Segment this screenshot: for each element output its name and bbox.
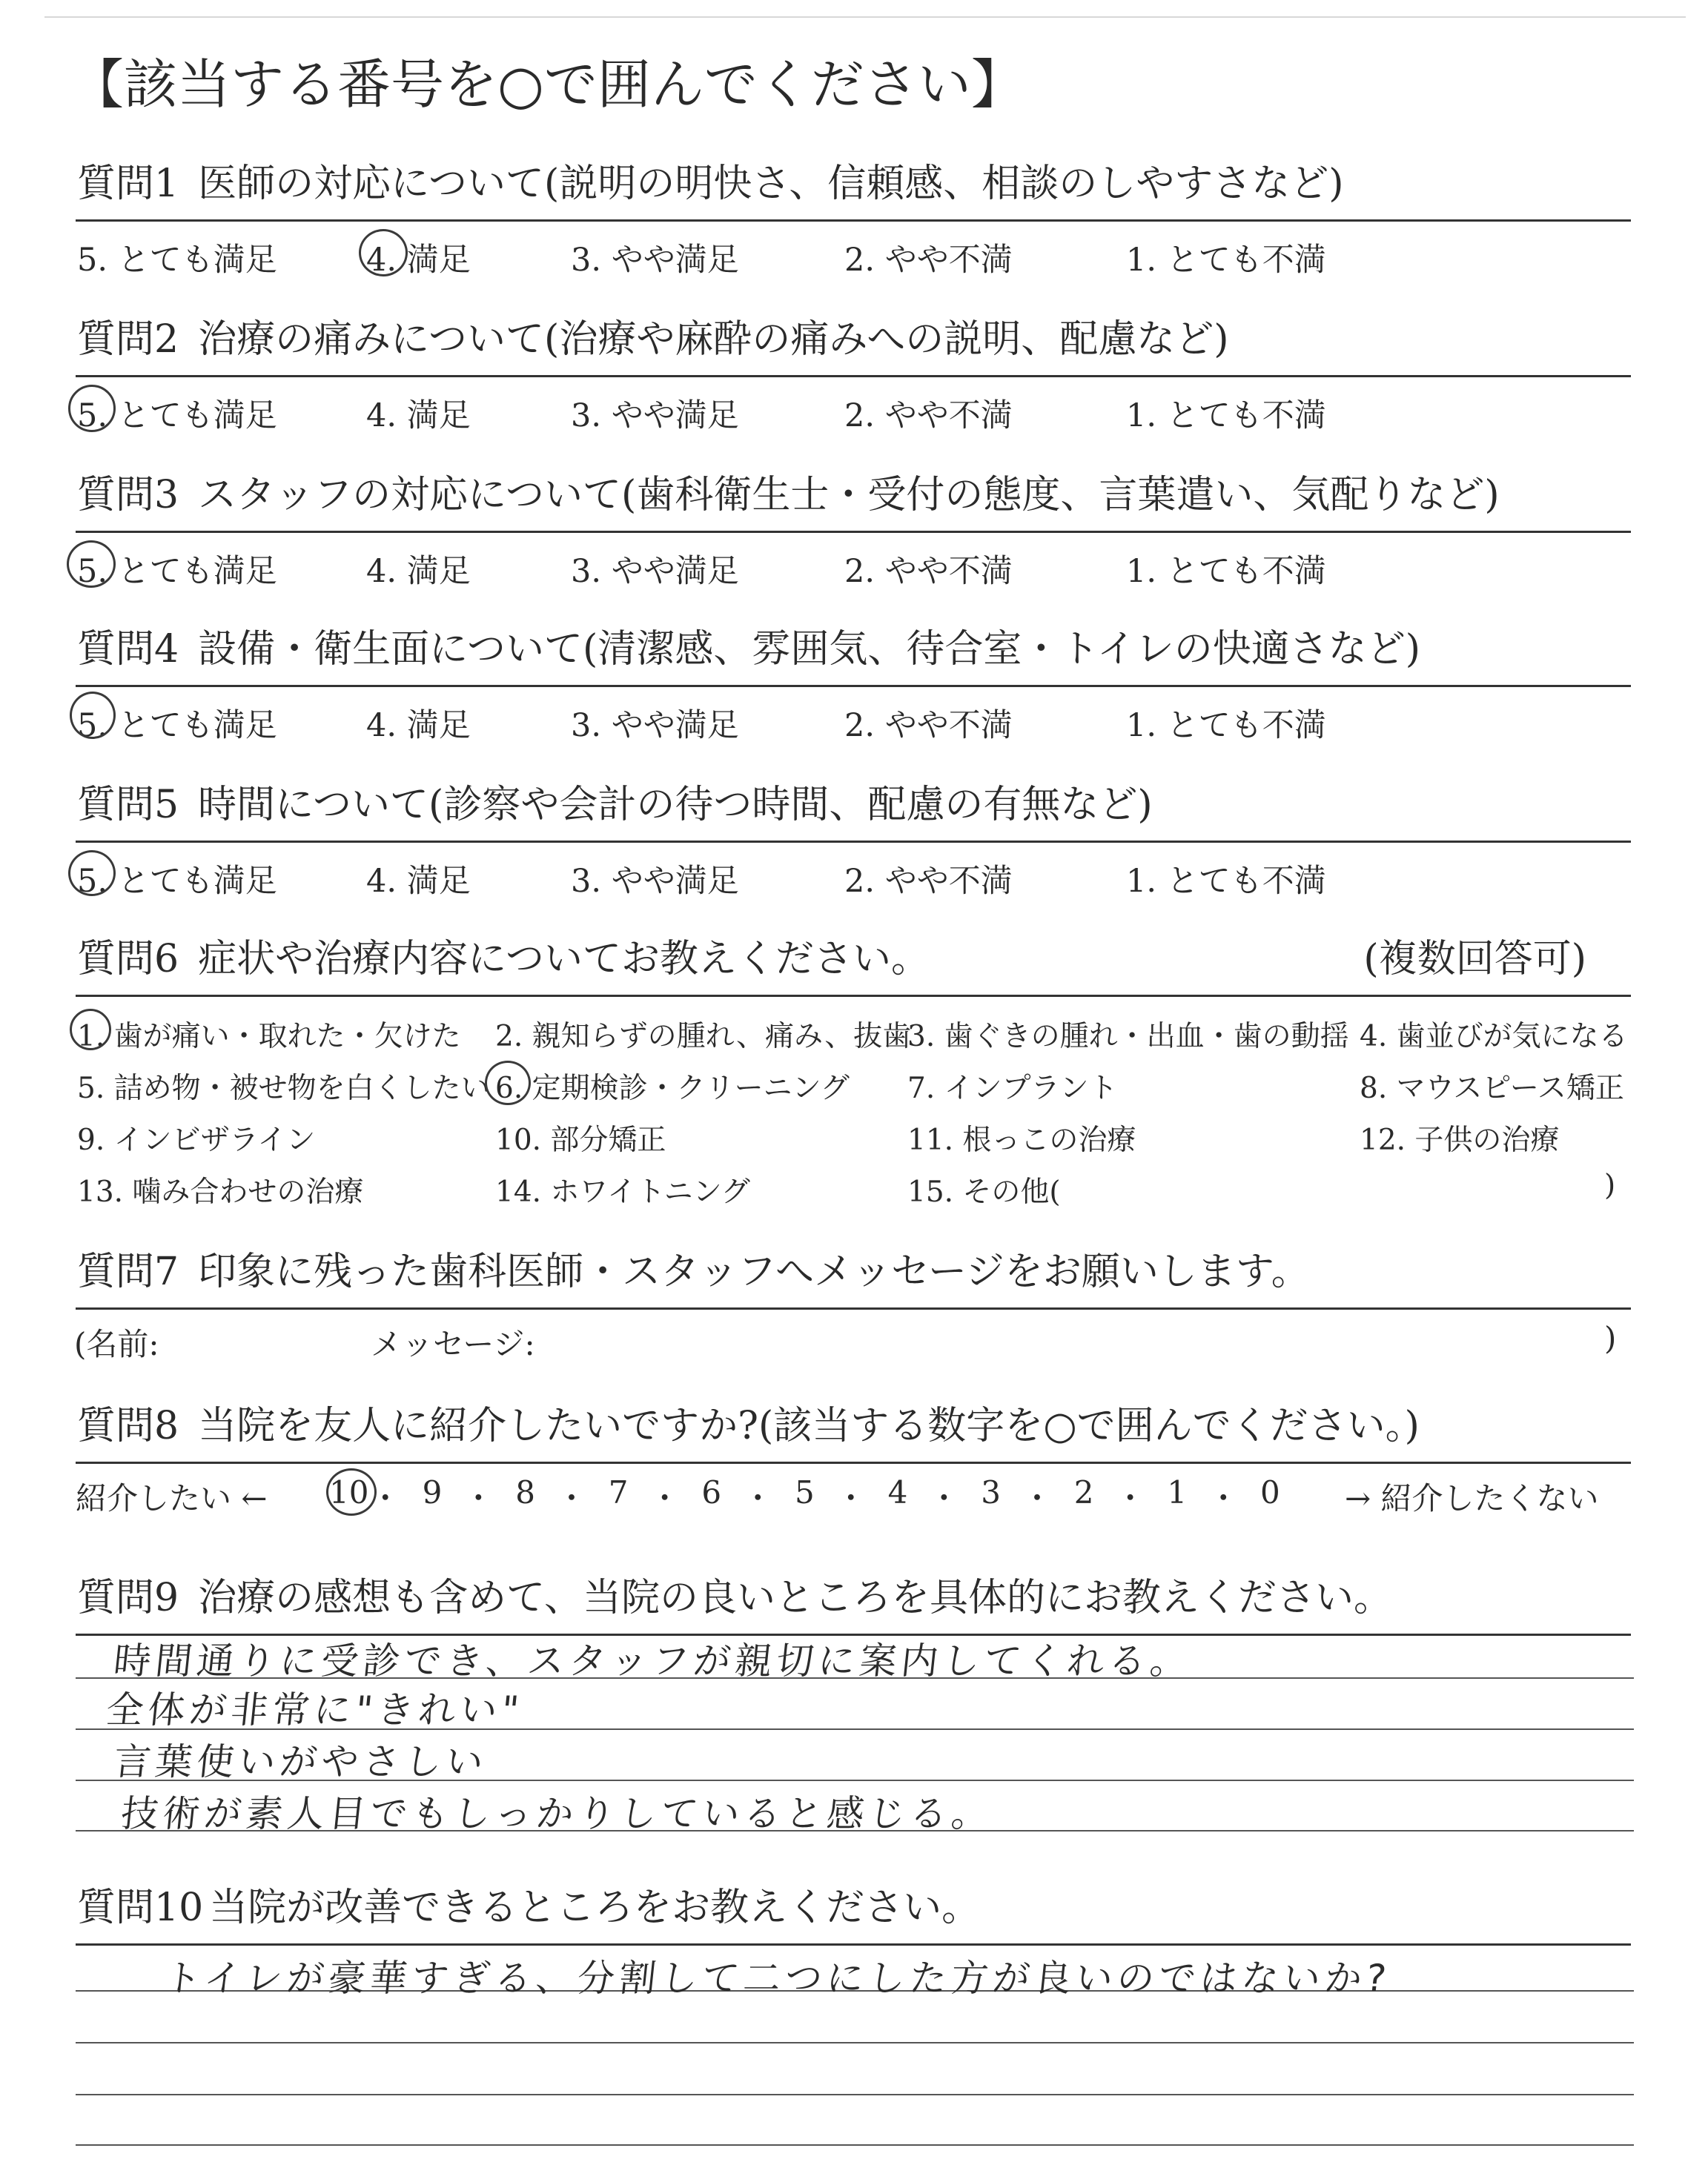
question-number: 質問10	[77, 1886, 204, 1930]
scale-separator: ・	[835, 1480, 867, 1516]
option-4[interactable]: 4. 満足	[366, 707, 471, 744]
symptom-option-8[interactable]: 8. マウスピース矯正	[1360, 1072, 1624, 1105]
scale-separator: ・	[369, 1480, 401, 1516]
option-5[interactable]: 5. とても満足	[77, 863, 277, 900]
question-text: 医師の対応について(説明の明快さ、信頼感、相談のしやすさなど)	[198, 162, 1344, 206]
question-number: 質問4	[77, 627, 179, 672]
option-2[interactable]: 2. やや不満	[844, 242, 1013, 279]
scale-value-7[interactable]: 7	[608, 1474, 629, 1511]
option-4[interactable]: 4. 満足	[366, 863, 471, 900]
scale-value-3[interactable]: 3	[981, 1474, 1001, 1511]
symptom-option-6[interactable]: 6. 定期検診・クリーニング	[495, 1072, 850, 1105]
question-number: 質問9	[77, 1576, 179, 1620]
top-border	[44, 16, 1686, 18]
option-3[interactable]: 3. やや満足	[571, 242, 739, 279]
option-4[interactable]: 4. 満足	[366, 242, 471, 279]
scale-right-label: → 紹介したくない	[1345, 1480, 1599, 1516]
scale-value-8[interactable]: 8	[515, 1474, 535, 1511]
question-5	[77, 783, 1631, 900]
option-2[interactable]: 2. やや不満	[844, 553, 1013, 590]
option-2[interactable]: 2. やや不満	[844, 397, 1013, 434]
scale-value-4[interactable]: 4	[887, 1474, 908, 1511]
option-5[interactable]: 5. とても満足	[77, 397, 277, 434]
handwritten-answer-4: 技術が素人目でもしっかりしていると感じる。	[119, 1792, 996, 1835]
scale-separator: ・	[1208, 1480, 1239, 1516]
question-text: 治療の痛みについて(治療や麻酔の痛みへの説明、配慮など)	[198, 317, 1229, 362]
handwritten-answer-1: 時間通りに受診でき、スタッフが親切に案内してくれる。	[111, 1640, 1194, 1683]
message-close-paren: )	[1604, 1320, 1617, 1356]
symptom-option-13[interactable]: 13. 噛み合わせの治療	[77, 1176, 364, 1209]
question-text: 時間について(診察や会計の待つ時間、配慮の有無など)	[198, 783, 1153, 827]
handwritten-answer-1: トイレが豪華すぎる、分割して二つにした方が良いのではないか?	[162, 1957, 1393, 2000]
name-label: (名前:	[74, 1326, 159, 1362]
question-text: 症状や治療内容についてお教えください。	[198, 937, 930, 981]
question-number: 質問6	[77, 937, 179, 981]
option-4[interactable]: 4. 満足	[366, 553, 471, 590]
question-6	[77, 937, 1631, 1236]
page-title: 【該当する番号を○で囲んでください】	[70, 53, 1025, 116]
question-1	[77, 162, 1631, 279]
scale-left-label: 紹介したい ←	[76, 1480, 268, 1516]
recommend-scale	[77, 1464, 1631, 1516]
scale-separator: ・	[742, 1480, 774, 1516]
scale-separator: ・	[1114, 1480, 1146, 1516]
option-1[interactable]: 1. とても不満	[1126, 707, 1326, 744]
scale-value-1[interactable]: 1	[1167, 1474, 1188, 1511]
symptom-option-5[interactable]: 5. 詰め物・被せ物を白くしたい	[77, 1072, 490, 1105]
question-4	[77, 627, 1631, 744]
symptom-option-2[interactable]: 2. 親知らずの腫れ、痛み、抜歯	[495, 1020, 912, 1053]
handwritten-answer-2: 全体が非常に"きれい"	[104, 1688, 526, 1731]
option-3[interactable]: 3. やや満足	[571, 863, 739, 900]
scale-value-9[interactable]: 9	[422, 1474, 443, 1511]
option-4[interactable]: 4. 満足	[366, 397, 471, 434]
option-1[interactable]: 1. とても不満	[1126, 863, 1326, 900]
question-2	[77, 317, 1631, 434]
scale-value-6[interactable]: 6	[701, 1474, 722, 1511]
option-1[interactable]: 1. とても不満	[1126, 397, 1326, 434]
question-number: 質問7	[77, 1250, 179, 1294]
symptom-option-7[interactable]: 7. インプラント	[907, 1072, 1118, 1105]
other-close-paren: )	[1604, 1169, 1616, 1202]
scale-separator: ・	[556, 1480, 588, 1516]
scale-separator: ・	[928, 1480, 960, 1516]
question-text: 設備・衛生面について(清潔感、雰囲気、待合室・トイレの快適さなど)	[198, 627, 1421, 672]
symptom-option-3[interactable]: 3. 歯ぐきの腫れ・出血・歯の動揺	[907, 1020, 1349, 1053]
option-3[interactable]: 3. やや満足	[571, 707, 739, 744]
question-10	[77, 1886, 1631, 2168]
handwritten-answer-3: 言葉使いがやさしい	[111, 1740, 490, 1783]
option-2[interactable]: 2. やや不満	[844, 707, 1013, 744]
question-number: 質問5	[77, 783, 179, 827]
option-5[interactable]: 5. とても満足	[77, 242, 277, 279]
question-text: 当院を友人に紹介したいですか?(該当する数字を○で囲んでください。)	[198, 1404, 1420, 1448]
question-7	[74, 1250, 1631, 1362]
option-5[interactable]: 5. とても満足	[77, 553, 277, 590]
question-number: 質問2	[77, 317, 179, 362]
answer-area[interactable]	[77, 1636, 1631, 1858]
symptom-option-14[interactable]: 14. ホワイトニング	[495, 1176, 750, 1209]
question-3	[77, 473, 1631, 590]
question-number: 質問1	[77, 162, 179, 206]
scale-value-2[interactable]: 2	[1073, 1474, 1094, 1511]
scale-value-5[interactable]: 5	[795, 1474, 815, 1511]
option-3[interactable]: 3. やや満足	[571, 397, 739, 434]
question-text: 印象に残った歯科医師・スタッフへメッセージをお願いします。	[198, 1250, 1310, 1294]
symptom-option-9[interactable]: 9. インビザライン	[77, 1124, 316, 1157]
scale-value-10[interactable]: 10	[329, 1474, 369, 1511]
scale-separator: ・	[649, 1480, 681, 1516]
option-1[interactable]: 1. とても不満	[1126, 553, 1326, 590]
question-text: 当院が改善できるところをお教えください。	[209, 1886, 981, 1930]
symptom-option-12[interactable]: 12. 子供の治療	[1360, 1124, 1560, 1157]
question-text: 治療の感想も含めて、当院の良いところを具体的にお教えください。	[198, 1576, 1393, 1620]
message-label: メッセージ:	[371, 1326, 535, 1362]
question-number: 質問3	[77, 473, 179, 517]
option-3[interactable]: 3. やや満足	[571, 553, 739, 590]
symptom-option-1[interactable]: 1. 歯が痛い・取れた・欠けた	[77, 1020, 461, 1053]
symptom-option-15[interactable]: 15. その他(	[907, 1176, 1061, 1209]
question-number: 質問8	[77, 1404, 179, 1448]
question-text: スタッフの対応について(歯科衛生士・受付の態度、言葉遣い、気配りなど)	[198, 473, 1500, 517]
question-8	[76, 1404, 1631, 1516]
symptom-option-4[interactable]: 4. 歯並びが気になる	[1360, 1020, 1628, 1053]
option-1[interactable]: 1. とても不満	[1126, 242, 1326, 279]
option-2[interactable]: 2. やや不満	[844, 863, 1013, 900]
scale-separator: ・	[463, 1480, 494, 1516]
multiple-answers-note: (複数回答可)	[1363, 937, 1586, 981]
scale-separator: ・	[1022, 1480, 1053, 1516]
divider	[76, 995, 1631, 997]
symptom-option-10[interactable]: 10. 部分矯正	[495, 1124, 666, 1157]
option-5[interactable]: 5. とても満足	[77, 707, 277, 744]
symptom-option-11[interactable]: 11. 根っこの治療	[907, 1124, 1136, 1157]
answer-area[interactable]	[77, 1946, 1631, 2168]
scale-value-0[interactable]: 0	[1260, 1474, 1280, 1511]
question-9	[77, 1576, 1631, 1858]
